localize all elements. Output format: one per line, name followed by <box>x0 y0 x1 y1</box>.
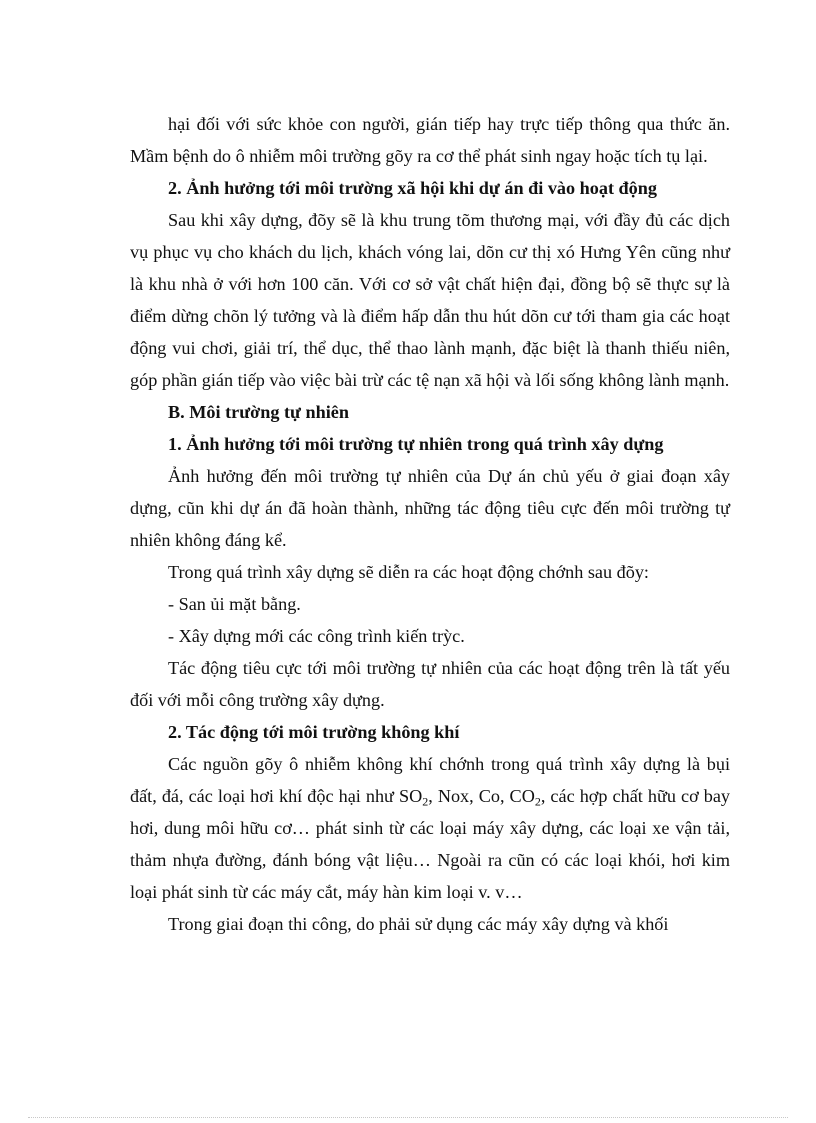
paragraph-health-impact: hại đối với sức khỏe con người, gián tiếp hay trực tiếp thông qua thức ăn. Mầm bệnh do ô nhiễm môi trường gõy ra cơ thể phát sinh ngay hoặc tích tụ lại. <box>130 114 730 166</box>
paragraph-negative-impact: Tác động tiêu cực tới môi trường tự nhiên của các hoạt động trên là tất yếu đối với mỗi công trường xây dựng. <box>130 658 730 710</box>
list-item-new-buildings: - Xây dựng mới các công trình kiến trỳc. <box>168 626 465 646</box>
paragraph-air-pollution-sources <box>130 748 730 908</box>
heading-social-impact: 2. Ảnh hưởng tới môi trường xã hội khi dự án đi vào hoạt động <box>168 178 657 198</box>
document-page <box>130 108 730 940</box>
list-item-leveling: - San ủi mặt bằng. <box>168 594 301 614</box>
text-run: Các nguồn gõy ô nhiễm không khí chớnh trong quá trình xây dựng là bụi đất, đá, các loại hơi khí độc hại như SO <box>130 754 730 806</box>
subscript: 2 <box>422 794 429 809</box>
paragraph-commercial-center: Sau khi xây dựng, đõy sẽ là khu trung tõm thương mại, với đầy đủ các dịch vụ phục vụ cho khách du lịch, khách vóng lai, dõn cư thị xó Hưng Yên cũng như là khu nhà ở với hơn 100 căn. Với cơ sở vật chất hiện đại, đồng bộ sẽ thực sự là điểm dừng chõn lý tưởng và là điểm hấp dẫn thu hút dõn cư tới tham gia các hoạt động vui chơi, giải trí, thể dục, thể thao lành mạnh, đặc biệt là thanh thiếu niên, góp phần gián tiếp vào việc bài trừ các tệ nạn xã hội và lối sống không lành mạnh. <box>130 210 730 390</box>
heading-air-impact: 2. Tác động tới môi trường không khí <box>168 722 460 742</box>
paragraph-construction-phase: Ảnh hưởng đến môi trường tự nhiên của Dự án chủ yếu ở giai đoạn xây dựng, cũn khi dự án đã hoàn thành, những tác động tiêu cực đến môi trường tự nhiên không đáng kể. <box>130 466 730 550</box>
paragraph-construction-machines: Trong giai đoạn thi công, do phải sử dụng các máy xây dựng và khối <box>168 914 669 934</box>
text-run: , Nox, Co, CO <box>428 786 535 806</box>
subscript: 2 <box>534 794 541 809</box>
page-bottom-divider <box>28 1117 788 1118</box>
text-run: , các hợp chất hữu cơ bay hơi, dung môi hữu cơ… phát sinh từ các loại máy xây dựng, các loại xe vận tải, thảm nhựa đường, đánh bóng vật liệu… Ngoài ra cũn có các loại khói, hơi kim loại phát sinh từ các máy cắt, máy hàn kim loại v. v… <box>130 786 730 902</box>
heading-construction-impact: 1. Ảnh hưởng tới môi trường tự nhiên trong quá trình xây dựng <box>168 434 664 454</box>
heading-natural-environment: B. Môi trường tự nhiên <box>168 402 349 422</box>
paragraph-main-activities: Trong quá trình xây dựng sẽ diễn ra các hoạt động chớnh sau đõy: <box>168 562 649 582</box>
